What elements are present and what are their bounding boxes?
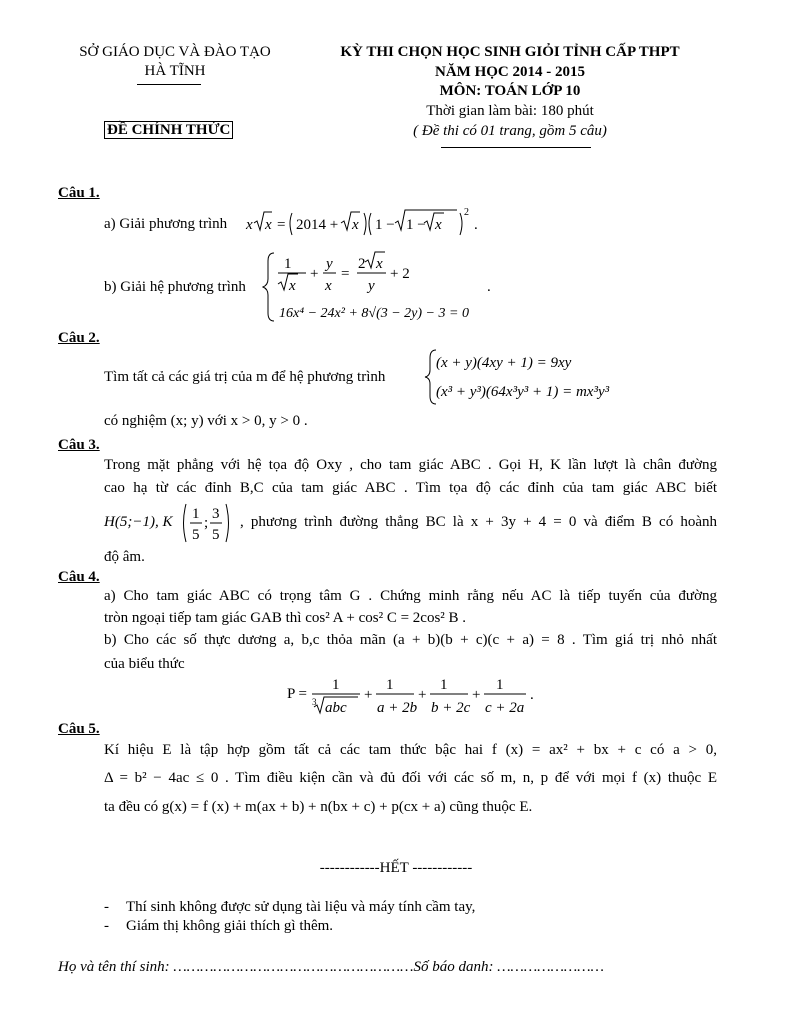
svg-text:x: x [289,278,296,294]
q3-line1: Trong mặt phẳng với hệ tọa độ Oxy , cho tam giác ABC . Gọi H, K lần lượt là chân đường [104,457,717,473]
q3-line4: độ âm. [104,549,145,565]
q4b-line2: của biểu thức [104,656,185,672]
svg-text:x: x [265,217,272,233]
svg-text:x: x [325,278,332,294]
svg-text:2: 2 [464,207,469,218]
q1b-text: b) Giải hệ phương trình [104,279,246,295]
svg-text:1: 1 [386,677,394,693]
q3-line2: cao hạ từ các đỉnh B,C của tam giác ABC . Tìm tọa độ các đỉnh của tam giác ABC biết [104,480,717,496]
q4b-line1: b) Cho các số thực dương a, b,c thỏa mãn (a + b)(b + c)(c + a) = 8 . Tìm giá trị nhỏ nhất [104,632,717,648]
p-expression [310,672,540,718]
svg-text:5: 5 [192,527,200,543]
svg-text:1: 1 [440,677,448,693]
exam-title: KỲ THI CHỌN HỌC SINH GIỎI TỈNH CẤP THPT [340,44,680,60]
q2-row2: (x³ + y³)(64x³y³ + 1) = mx³y³ [436,384,610,400]
svg-text:+ 2: + 2 [390,266,410,282]
note-1: Thí sinh không được sử dụng tài liệu và máy tính cầm tay, [126,899,476,915]
header-rule-left [137,84,201,85]
candidate-info-line: Họ và tên thí sinh: ………………………………………………Số báo danh: …………………… [58,959,604,975]
svg-text:+: + [472,687,481,703]
official-label: ĐỀ CHÍNH THỨC [104,122,233,139]
province-name: HÀ TĨNH [144,63,206,79]
svg-text:1: 1 [192,506,200,522]
department-name: SỞ GIÁO DỤC VÀ ĐÀO TẠO [79,44,271,60]
q4a-line1: a) Cho tam giác ABC có trọng tâm G . Chứng minh rằng nếu AC là tiếp tuyến của đường [104,588,717,604]
svg-text:y: y [326,256,333,272]
svg-text:1: 1 [284,256,292,272]
q3-title: Câu 3. [58,437,100,453]
q3-line3-b: , phương trình đường thẳng BC là x + 3y + 4 = 0 và điểm B có hoành [240,514,717,530]
q5-line1: Kí hiệu E là tập hợp gồm tất cả các tam thức bậc hai f (x) = ax² + bx + c có a > 0, [104,742,717,758]
q1b-period: . [487,279,491,295]
svg-text:x: x [435,217,442,233]
q2-condition: có nghiệm (x; y) với x > 0, y > 0 . [104,413,308,429]
svg-text:x: x [352,217,359,233]
svg-text:abc: abc [325,700,347,716]
q1a-equation [244,203,494,243]
svg-text:a + 2b: a + 2b [377,700,418,716]
header-rule-right [441,147,591,148]
note-2: Giám thị không giải thích gì thêm. [126,918,334,934]
svg-text:y: y [368,278,375,294]
svg-text:1 −: 1 − [406,217,426,233]
end-marker: ------------HẾT ------------ [319,860,473,876]
svg-text:+: + [418,687,427,703]
svg-text:2014 +: 2014 + [296,217,339,233]
q2-title: Câu 2. [58,330,100,346]
svg-text:1: 1 [332,677,340,693]
q5-title: Câu 5. [58,721,100,737]
q1b-row2: 16x⁴ − 24x² + 8√(3 − 2y) − 3 = 0 [279,306,469,321]
p-label: P = [287,686,307,702]
svg-text:.: . [474,217,478,233]
svg-text:5: 5 [212,527,220,543]
exam-time: Thời gian làm bài: 180 phút [426,103,594,119]
svg-text:=: = [277,217,286,233]
svg-text:3: 3 [212,506,220,522]
svg-text:x: x [376,256,383,272]
svg-text:b + 2c: b + 2c [431,700,471,716]
svg-text:.: . [530,687,534,703]
svg-text:=: = [341,266,350,282]
q3-line3-a: H(5;−1), K [104,514,173,530]
subject: MÔN: TOÁN LỚP 10 [439,83,581,99]
q4-title: Câu 4. [58,569,100,585]
note-dash-1: - [104,899,109,915]
svg-text:x: x [246,217,253,233]
svg-text:+: + [310,266,319,282]
q1-title: Câu 1. [58,185,100,201]
q2-row1: (x + y)(4xy + 1) = 9xy [436,355,572,371]
svg-text:;: ; [204,515,209,531]
svg-text:1: 1 [496,677,504,693]
q1a-text: a) Giải phương trình [104,216,228,232]
svg-text:2: 2 [358,256,366,272]
svg-text:c + 2a: c + 2a [485,700,525,716]
svg-text:+: + [364,687,373,703]
school-year: NĂM HỌC 2014 - 2015 [435,64,585,80]
q5-line3: ta đều có g(x) = f (x) + m(ax + b) + n(bx + c) + p(cx + a) cũng thuộc E. [104,799,533,815]
note-dash-2: - [104,918,109,934]
svg-text:3: 3 [312,697,317,707]
q2-text: Tìm tất cả các giá trị của m để hệ phương trình [104,369,386,385]
q5-line2: Δ = b² − 4ac ≤ 0 . Tìm điều kiện cần và đủ đối với các số m, n, p để với mọi f (x) thuộc E [104,770,717,786]
q3-point-k [180,500,238,546]
pages-note: ( Đề thi có 01 trang, gồm 5 câu) [413,123,607,139]
svg-text:1 −: 1 − [375,217,395,233]
q4a-line2: tròn ngoại tiếp tam giác GAB thì cos² A + cos² C = 2cos² B . [104,610,467,626]
